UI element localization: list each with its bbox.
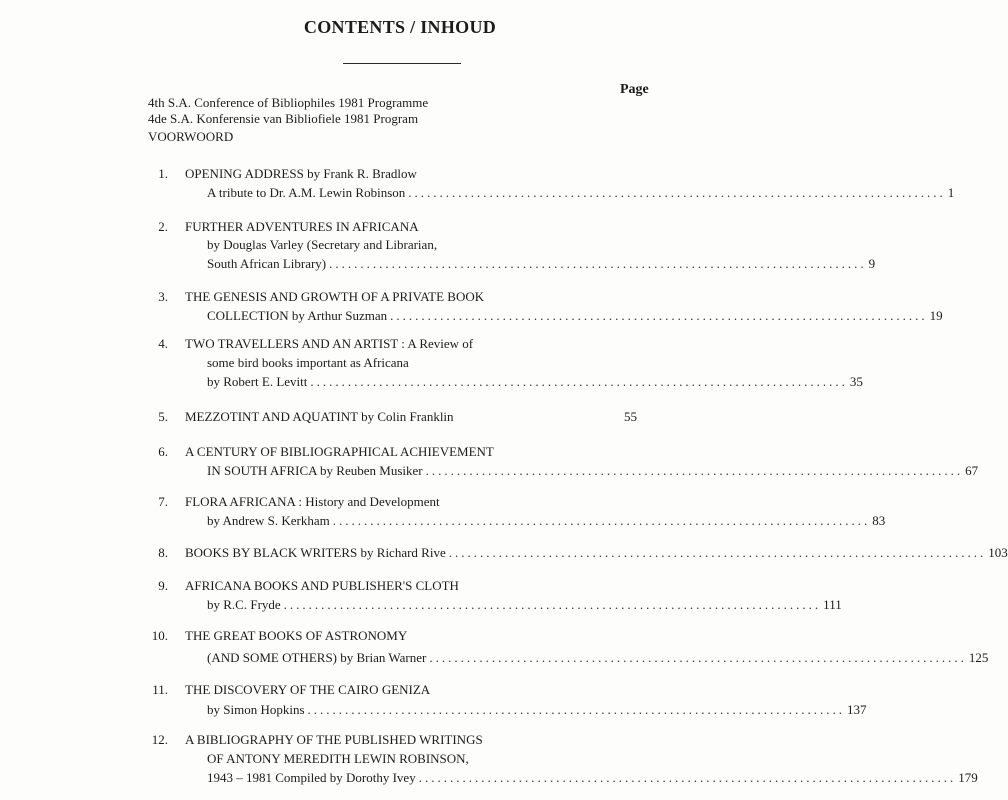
entry-number: 7. bbox=[158, 494, 168, 509]
entry-subtitle: South African Library) bbox=[207, 256, 327, 271]
entry-leader-line bbox=[185, 545, 1008, 561]
entry-page-number: 55 bbox=[624, 409, 637, 424]
entry-subtitle: COLLECTION by Arthur Suzman bbox=[207, 308, 388, 323]
entry-subtitle: A tribute to Dr. A.M. Lewin Robinson bbox=[207, 185, 406, 200]
entry-title: THE GENESIS AND GROWTH OF A PRIVATE BOOK bbox=[185, 289, 485, 304]
title-rule bbox=[343, 63, 461, 64]
entry-number: 10. bbox=[151, 628, 168, 643]
dot-leader: ...................................................................................... bbox=[307, 702, 846, 717]
entry-number: 2. bbox=[158, 219, 168, 234]
entry-author: by R.C. Fryde bbox=[207, 597, 281, 612]
entry-leader-line bbox=[207, 513, 886, 529]
entry-author: by Simon Hopkins bbox=[207, 702, 305, 717]
entry-leader-line bbox=[207, 308, 943, 324]
entry-author: by Andrew S. Kerkham bbox=[207, 513, 330, 528]
entry-number: 12. bbox=[151, 732, 168, 747]
entry-number: 3. bbox=[158, 289, 168, 304]
entry-title: A BIBLIOGRAPHY OF THE PUBLISHED WRITINGS bbox=[185, 732, 483, 747]
dot-leader: ...................................................................................... bbox=[329, 256, 867, 271]
entry-title: THE GREAT BOOKS OF ASTRONOMY bbox=[185, 628, 408, 643]
dot-leader: ...................................................................................... bbox=[429, 650, 967, 665]
entry-subtitle-line: some bird books important as Africana bbox=[207, 355, 409, 370]
entry-number: 4. bbox=[158, 336, 168, 351]
entry-page-number: 111 bbox=[823, 597, 842, 612]
entry-number: 9. bbox=[158, 578, 168, 593]
entry-title: A CENTURY OF BIBLIOGRAPHICAL ACHIEVEMENT bbox=[185, 444, 494, 459]
entry-title: TWO TRAVELLERS AND AN ARTIST : A Review of bbox=[185, 336, 474, 351]
dot-leader: ...................................................................................... bbox=[418, 770, 957, 785]
page-title: CONTENTS / INHOUD bbox=[303, 17, 497, 37]
entry-compiler: 1943 – 1981 Compiled by Dorothy Ivey bbox=[207, 770, 416, 785]
entry-leader-line bbox=[207, 702, 867, 718]
entry-page-number: 1 bbox=[947, 185, 955, 200]
entry-subject-line: OF ANTONY MEREDITH LEWIN ROBINSON, bbox=[207, 751, 469, 766]
entry-number: 8. bbox=[158, 545, 168, 560]
dot-leader: ...................................................................................... bbox=[448, 545, 987, 560]
entry-subtitle: IN SOUTH AFRICA by Reuben Musiker bbox=[207, 463, 423, 478]
entry-page-number: 9 bbox=[868, 256, 876, 271]
entry-number: 1. bbox=[158, 166, 168, 181]
entry-subtitle: (AND SOME OTHERS) by Brian Warner bbox=[207, 650, 427, 665]
dot-leader: ...................................................................................... bbox=[425, 463, 964, 478]
entry-number: 6. bbox=[158, 444, 168, 459]
entry-page-number: 19 bbox=[929, 308, 943, 323]
entry-page-number: 35 bbox=[849, 374, 863, 389]
page-column-label: Page bbox=[620, 82, 649, 97]
entry-leader-line bbox=[185, 409, 637, 425]
entry-title: FURTHER ADVENTURES IN AFRICANA bbox=[185, 219, 419, 234]
entry-title: AFRICANA BOOKS AND PUBLISHER'S CLOTH bbox=[185, 578, 459, 593]
entry-leader-line bbox=[207, 256, 876, 272]
entry-number: 5. bbox=[158, 409, 168, 424]
entry-leader-line bbox=[207, 770, 978, 786]
dot-leader: ...................................................................................... bbox=[390, 308, 928, 323]
entry-page-number: 179 bbox=[958, 770, 978, 785]
entry-title: BOOKS BY BLACK WRITERS by Richard Rive bbox=[185, 545, 446, 560]
entry-leader-line bbox=[207, 597, 842, 613]
entry-leader-line bbox=[207, 374, 863, 390]
entry-author: by Robert E. Levitt bbox=[207, 374, 308, 389]
dot-leader: ...................................................................................... bbox=[408, 185, 946, 200]
entry-author-line: by Douglas Varley (Secretary and Librarian, bbox=[207, 237, 438, 252]
programme-line-en: 4th S.A. Conference of Bibliophiles 1981 Programme bbox=[148, 95, 429, 110]
foreword-label: VOORWOORD bbox=[148, 129, 234, 144]
entry-title: MEZZOTINT AND AQUATINT by Colin Franklin bbox=[185, 409, 454, 424]
entry-title: FLORA AFRICANA : History and Development bbox=[185, 494, 440, 509]
entry-leader-line bbox=[207, 463, 979, 479]
entry-number: 11. bbox=[152, 682, 168, 697]
entry-page-number: 137 bbox=[847, 702, 867, 717]
entry-page-number: 67 bbox=[965, 463, 979, 478]
entry-page-number: 125 bbox=[968, 650, 989, 665]
entry-leader-line bbox=[207, 185, 955, 201]
entry-page-number: 103 bbox=[988, 545, 1008, 560]
entry-title: THE DISCOVERY OF THE CAIRO GENIZA bbox=[185, 682, 431, 697]
dot-leader: ...................................................................................... bbox=[310, 374, 848, 389]
programme-line-af: 4de S.A. Konferensie van Bibliofiele 1981 Program bbox=[148, 111, 419, 126]
entry-title: OPENING ADDRESS by Frank R. Bradlow bbox=[185, 166, 417, 181]
entry-page-number: 83 bbox=[872, 513, 886, 528]
entry-leader-line bbox=[207, 650, 989, 666]
dot-leader: ...................................................................................... bbox=[332, 513, 871, 528]
dot-leader: ...................................................................................... bbox=[283, 597, 822, 612]
